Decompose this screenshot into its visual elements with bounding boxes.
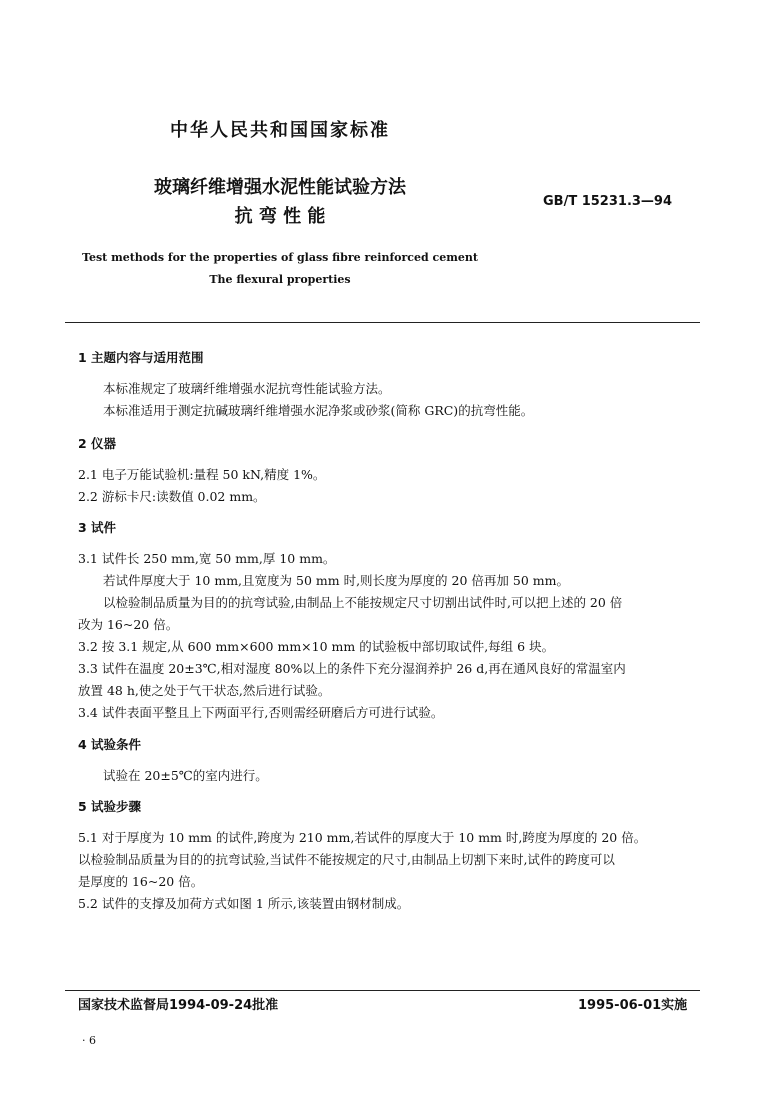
english-title: Test methods for the properties of glass fibre reinforced cement xyxy=(82,251,478,264)
section-heading: 3 试件 xyxy=(78,520,117,535)
paragraph-line: 试验在 20±5℃的室内进行。 xyxy=(103,768,268,783)
section-heading: 1 主题内容与适用范围 xyxy=(78,350,204,365)
paragraph-line: 本标准规定了玻璃纤维增强水泥抗弯性能试验方法。 xyxy=(103,381,391,396)
footer-divider xyxy=(65,990,700,991)
effective-date: 1995-06-01实施 xyxy=(578,998,688,1013)
paragraph-line: 本标准适用于测定抗碱玻璃纤维增强水泥净浆或砂浆(简称 GRC)的抗弯性能。 xyxy=(103,403,534,418)
paragraph-line: 3.3 试件在温度 20±3℃,相对湿度 80%以上的条件下充分湿润养护 26 d,再在通风良好的常温室内 xyxy=(78,661,626,676)
paragraph-line: 放置 48 h,使之处于气干状态,然后进行试验。 xyxy=(78,683,331,698)
paragraph-line: 以检验制品质量为目的的抗弯试验,由制品上不能按规定尺寸切割出试件时,可以把上述的 20 倍 xyxy=(103,595,623,610)
paragraph-line: 3.1 试件长 250 mm,宽 50 mm,厚 10 mm。 xyxy=(78,551,336,566)
paragraph-line: 是厚度的 16~20 倍。 xyxy=(78,874,204,889)
english-subtitle: The flexural properties xyxy=(209,273,351,286)
paragraph-line: 2.2 游标卡尺:读数值 0.02 mm。 xyxy=(78,489,266,504)
paragraph-line: 2.1 电子万能试验机:量程 50 kN,精度 1%。 xyxy=(78,467,326,482)
standard-number: GB/T 15231.3—94 xyxy=(543,194,673,209)
section-heading: 2 仪器 xyxy=(78,436,117,451)
section-heading: 5 试验步骤 xyxy=(78,799,142,814)
page-number: · 6 xyxy=(82,1034,96,1047)
paragraph-line: 5.2 试件的支撑及加荷方式如图 1 所示,该装置由钢材制成。 xyxy=(78,896,410,911)
paragraph-line: 若试件厚度大于 10 mm,且宽度为 50 mm 时,则长度为厚度的 20 倍再加 50 mm。 xyxy=(103,573,569,588)
paragraph-line: 3.2 按 3.1 规定,从 600 mm×600 mm×10 mm 的试验板中部切取试件,每组 6 块。 xyxy=(78,639,555,654)
paragraph-line: 改为 16~20 倍。 xyxy=(78,617,179,632)
document-title: 玻璃纤维增强水泥性能试验方法 xyxy=(154,177,406,198)
header-divider xyxy=(65,322,700,323)
paragraph-line: 5.1 对于厚度为 10 mm 的试件,跨度为 210 mm,若试件的厚度大于 10 mm 时,跨度为厚度的 20 倍。 xyxy=(78,830,647,845)
approval-date: 国家技术监督局1994-09-24批准 xyxy=(78,998,279,1013)
document-subtitle: 抗 弯 性 能 xyxy=(234,206,326,227)
paragraph-line: 3.4 试件表面平整且上下两面平行,否则需经研磨后方可进行试验。 xyxy=(78,705,444,720)
section-heading: 4 试验条件 xyxy=(78,737,142,752)
issuing-body: 中华人民共和国国家标准 xyxy=(170,120,390,141)
paragraph-line: 以检验制品质量为目的的抗弯试验,当试件不能按规定的尺寸,由制品上切割下来时,试件的跨度可以 xyxy=(78,852,615,867)
